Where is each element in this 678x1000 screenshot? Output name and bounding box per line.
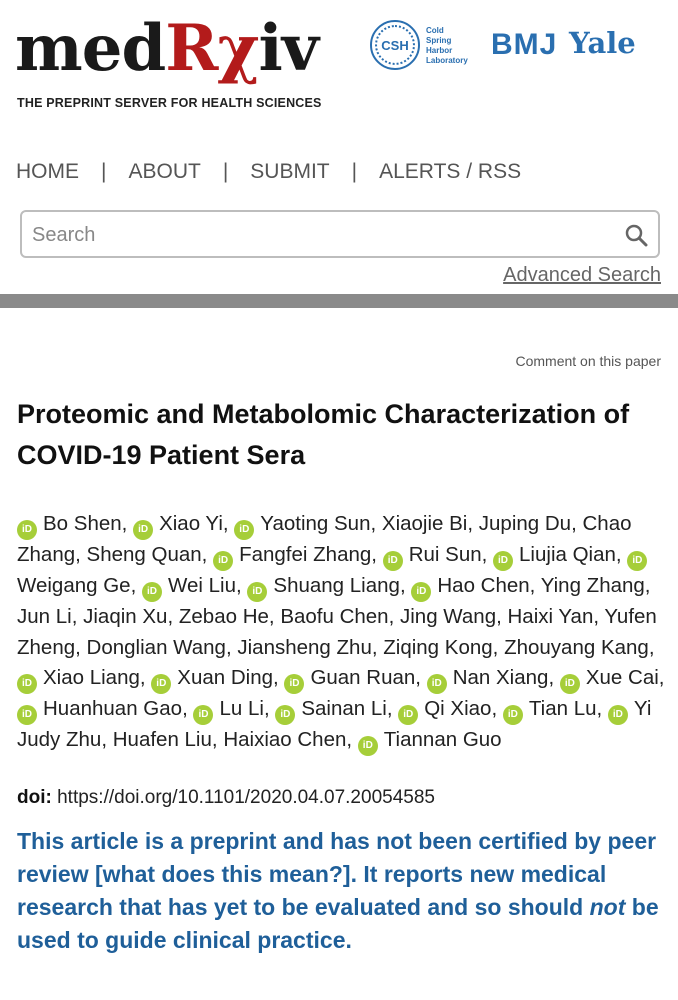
nav-submit[interactable]: SUBMIT — [250, 160, 330, 183]
author-separator: , — [596, 697, 608, 720]
author-name[interactable]: Xiaojie Bi — [381, 512, 468, 535]
author-item — [284, 666, 426, 689]
logo-rx: Rχ — [165, 11, 259, 86]
orcid-icon[interactable]: iD — [213, 551, 233, 571]
author-name[interactable]: Ziqing Kong — [383, 635, 493, 659]
author-name[interactable]: Haixi Yan — [507, 605, 594, 628]
comment-link[interactable]: Comment on this paper — [515, 353, 661, 369]
orcid-icon[interactable]: iD — [17, 705, 37, 725]
author-separator: , — [346, 728, 358, 751]
author-item — [83, 605, 179, 628]
author-item — [17, 697, 193, 720]
doi-link[interactable]: https://doi.org/10.1101/2020.04.07.20054585 — [57, 787, 435, 808]
csh-mark: CSH — [381, 37, 409, 53]
author-item — [87, 636, 238, 659]
author-item — [400, 605, 508, 628]
author-separator: , — [273, 666, 285, 689]
author-name[interactable]: Juping Du — [478, 512, 572, 535]
author-separator: , — [615, 543, 628, 566]
author-item — [193, 697, 275, 720]
author-separator: , — [139, 666, 152, 689]
author-separator: , — [130, 574, 142, 597]
nav-alerts-rss[interactable]: ALERTS / RSS — [379, 160, 522, 183]
csh-label: Cold Spring Harbor Laboratory — [426, 26, 468, 65]
preprint-notice — [17, 825, 667, 957]
author-item — [411, 574, 540, 597]
author-separator: , — [529, 574, 541, 597]
author-item — [493, 543, 627, 566]
author-separator: , — [496, 605, 508, 628]
author-item — [133, 512, 234, 535]
nav-separator: | — [101, 160, 107, 183]
author-item — [142, 574, 247, 597]
author-name[interactable]: Donglian Wang — [86, 635, 226, 659]
author-name[interactable]: Nan Xiang — [452, 666, 549, 689]
search-icon[interactable] — [624, 223, 648, 247]
search-input[interactable] — [30, 220, 614, 250]
author-name[interactable]: Ying Zhang — [540, 574, 645, 597]
author-separator: , — [491, 697, 503, 720]
author-name[interactable]: Xiao Liang — [43, 666, 140, 689]
author-name[interactable]: Qi Xiao — [424, 697, 492, 720]
what-does-this-mean-link[interactable]: [what does this mean?] — [95, 861, 351, 887]
author-item — [560, 666, 665, 689]
orcid-icon[interactable]: iD — [193, 705, 213, 725]
author-separator: , — [75, 543, 87, 566]
author-name[interactable]: Hao Chen — [437, 574, 530, 597]
bmj-logo[interactable]: BMJ — [491, 28, 558, 61]
author-name[interactable]: Tian Lu — [528, 697, 597, 720]
author-name[interactable]: Liujia Qian — [519, 543, 616, 566]
doi-label: doi: — [17, 787, 52, 808]
author-name[interactable]: Jun Li — [17, 605, 72, 628]
author-name[interactable]: Lu Li — [219, 697, 264, 720]
orcid-icon[interactable]: iD — [608, 705, 628, 725]
author-separator: , — [386, 697, 399, 720]
author-item — [508, 605, 605, 628]
orcid-icon[interactable]: iD — [560, 674, 580, 694]
author-name[interactable]: Zhouyang Kang — [504, 635, 649, 659]
author-separator: , — [71, 605, 84, 628]
article-title: Proteomic and Metabolomic Characterization of COVID-19 Patient Sera — [17, 399, 630, 470]
author-separator: , — [548, 666, 560, 689]
author-item — [17, 666, 151, 689]
author-separator: , — [371, 543, 383, 566]
author-item — [479, 512, 583, 535]
notice-text-2: . It reports new medical research that has yet to be evaluated and so should — [17, 861, 607, 920]
author-item — [17, 605, 83, 628]
author-item — [87, 543, 214, 566]
author-name[interactable]: Tiannan Guo — [383, 728, 502, 751]
orcid-icon[interactable]: iD — [275, 705, 295, 725]
orcid-icon[interactable]: iD — [427, 674, 447, 694]
author-item — [151, 666, 284, 689]
author-item — [383, 543, 493, 566]
orcid-icon[interactable]: iD — [503, 705, 523, 725]
author-name[interactable]: Chao Zhang — [17, 512, 632, 566]
author-item — [280, 605, 400, 628]
author-item — [113, 728, 224, 751]
author-name[interactable]: Sainan Li — [301, 697, 387, 720]
notice-emphasis: not — [589, 894, 626, 920]
main-nav — [16, 160, 521, 184]
author-item — [382, 512, 479, 535]
orcid-icon[interactable]: iD — [627, 551, 647, 571]
author-name[interactable]: Xuan Ding — [177, 666, 274, 689]
notice-text-1: This article is a preprint and has not been certified by peer review — [17, 828, 657, 887]
author-separator: , — [225, 635, 238, 659]
author-name[interactable]: Wei Liu — [168, 574, 236, 597]
nav-separator: | — [351, 160, 358, 183]
orcid-icon[interactable]: iD — [133, 520, 153, 540]
nav-about[interactable]: ABOUT — [128, 160, 201, 183]
author-item — [17, 512, 133, 535]
author-separator: , — [415, 666, 427, 689]
logo-prefix: med — [15, 11, 166, 86]
author-name[interactable]: Bo Shen — [43, 512, 122, 535]
author-item — [247, 574, 411, 597]
author-name[interactable]: Rui Sun — [408, 543, 482, 566]
author-name[interactable]: Jiaqin Xu — [83, 605, 168, 628]
author-name[interactable]: Xiao Yi — [159, 512, 223, 535]
orcid-icon[interactable]: iD — [493, 551, 513, 571]
author-separator: , — [167, 605, 179, 628]
orcid-icon[interactable]: iD — [17, 674, 37, 694]
author-name[interactable]: Jing Wang — [400, 605, 497, 628]
author-item — [358, 728, 502, 751]
author-name[interactable]: Weigang Ge — [17, 574, 131, 597]
orcid-icon[interactable]: iD — [247, 582, 267, 602]
notice-text-3: be used to guide clinical practice. — [17, 894, 659, 953]
author-name[interactable]: Yaoting Sun — [260, 512, 371, 535]
nav-home[interactable]: HOME — [16, 160, 79, 183]
author-item — [234, 512, 382, 535]
orcid-icon[interactable]: iD — [151, 674, 171, 694]
author-name[interactable]: Yi Judy Zhu — [17, 697, 652, 751]
author-item — [213, 543, 383, 566]
medrxiv-logo[interactable] — [15, 11, 318, 86]
author-name[interactable]: Fangfei Zhang — [239, 543, 372, 566]
author-separator: , — [388, 605, 400, 628]
author-separator: , — [182, 697, 194, 720]
orcid-icon[interactable]: iD — [284, 674, 304, 694]
author-separator: , — [658, 666, 665, 689]
orcid-icon[interactable]: iD — [142, 582, 162, 602]
advanced-search-link[interactable]: Advanced Search — [503, 264, 661, 286]
author-name[interactable]: Zebao He — [178, 605, 269, 628]
author-item — [237, 636, 383, 659]
author-item — [223, 728, 357, 751]
csh-logo-icon[interactable] — [370, 20, 420, 70]
author-separator: , — [263, 697, 276, 720]
author-separator: , — [268, 605, 281, 628]
author-name[interactable]: Haixiao Chen — [223, 728, 347, 751]
author-name[interactable]: Huafen Liu — [112, 728, 212, 751]
author-separator: , — [481, 543, 494, 566]
author-name[interactable]: Jiansheng Zhu — [237, 635, 372, 659]
author-separator: , — [492, 635, 505, 659]
orcid-icon[interactable]: iD — [398, 705, 418, 725]
yale-logo[interactable]: Yale — [569, 26, 636, 60]
author-name[interactable]: Guan Ruan — [310, 666, 416, 689]
author-name[interactable]: Baofu Chen — [280, 605, 389, 628]
author-item — [541, 574, 651, 597]
author-item — [179, 605, 280, 628]
author-separator: , — [101, 728, 113, 751]
author-separator: , — [399, 574, 412, 597]
author-separator: , — [371, 635, 384, 659]
orcid-icon[interactable]: iD — [17, 520, 37, 540]
author-separator: , — [467, 512, 479, 535]
author-name[interactable]: Xue Cai — [585, 666, 659, 689]
author-item — [383, 636, 504, 659]
author-list — [17, 509, 667, 756]
author-item — [427, 666, 560, 689]
nav-separator: | — [222, 160, 229, 183]
author-separator: , — [648, 635, 655, 659]
author-separator: , — [121, 512, 134, 535]
author-separator: , — [75, 635, 87, 659]
author-name[interactable]: Yufen Zheng — [17, 605, 657, 659]
author-separator: , — [211, 728, 224, 751]
site-header — [0, 0, 678, 130]
logo-suffix: iv — [258, 11, 318, 86]
author-item — [275, 697, 398, 720]
author-separator: , — [236, 574, 248, 597]
author-separator: , — [593, 605, 605, 628]
author-item — [398, 697, 503, 720]
author-name[interactable]: Huanhuan Gao — [43, 697, 183, 720]
orcid-icon[interactable]: iD — [234, 520, 254, 540]
author-name[interactable]: Sheng Quan — [86, 543, 202, 566]
author-separator: , — [201, 543, 214, 566]
doi-line — [17, 787, 435, 809]
author-item — [504, 636, 654, 659]
orcid-icon[interactable]: iD — [358, 736, 378, 756]
author-separator: , — [644, 574, 651, 597]
header-divider — [0, 294, 678, 308]
orcid-icon[interactable]: iD — [383, 551, 403, 571]
author-name[interactable]: Shuang Liang — [273, 574, 400, 597]
site-tagline: THE PREPRINT SERVER FOR HEALTH SCIENCES — [17, 96, 322, 110]
author-separator: , — [571, 512, 583, 535]
author-item — [503, 697, 608, 720]
author-separator: , — [370, 512, 382, 535]
search-box — [20, 210, 660, 258]
author-separator: , — [222, 512, 235, 535]
orcid-icon[interactable]: iD — [411, 582, 431, 602]
